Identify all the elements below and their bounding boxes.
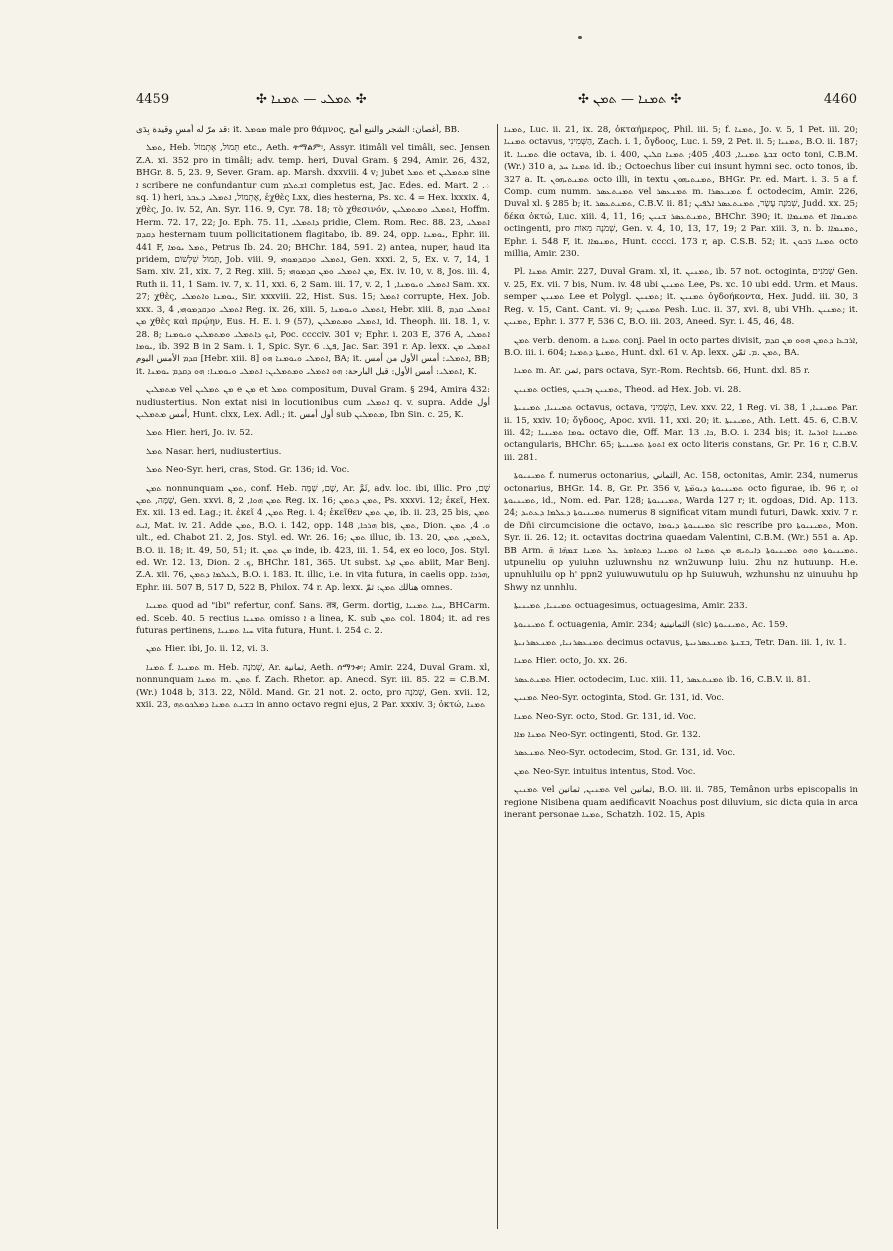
entry-paragraph: ܬܡܠ Hier. heri, Jo. iv. 52. — [146, 428, 254, 439]
entry-paragraph: ܬܡܢܐ f. ܬܡܢܝܐ m. Heb. שְׁמֹנָה, Ar. ثمانية, Aeth. ሰማንቱ፡; Amir. 224, Duval Gram. xl, nonnunquam ܬܡܢܐ m. ܬܡܢ f. Zach. Rhetor. ap. Anecd. Syr. iii. 85. 22 = C.B.M. (Wr.) 1048 b, 313. 22, Nöld. Mand. Gr. 21 not. 2. octo, pro שְׁמֹנָה, Gen. xvii. 12, xxii. 23, ܒܫܢܬ ܬܡܢܐ ܕܡܠܟܘܬܗ in anno octavo regni ejus, 2 Par. xxxiv. 3; ὀκτώ, ܬܡܢܐ — [136, 662, 490, 711]
right-running-title: ✣ ܬܡܢܐ — ܬܡܢ ✣ — [578, 92, 682, 107]
entry-paragraph: ܬܡܢ nonnunquam ܬܡܢ, conf. Heb. שָׁם, שָׁמָּה, Ar. ثَمَّ, adv. loc. ibi, illic. Pro שָׁם, שָׁמָּה, ܬܡܢ, Gen. xxvi. 8, ܬܡܢ ܗܘܐ, 2 Reg. ix. 16; ܬܡܢ ܕܬܡܢ, Ps. xxxvi. 12; ἐκεῖ, Hex. Ex. xii. 13 ed. Lag.; it. ἐκεῖ ܬܡܢ, 4 Reg. i. 4; ἐκεῖθεν ܡܢ ܬܡܢ, ib. ii. 23, 25 bis, ܬܡܢ ܐܝܬ, Mat. iv. 21. Adde ܬܡܢ, B.O. i. 142, opp. ܗܪܟܐ, 148 bis, ܬܡܢ, Dion. ܘ. 4, ܬܡܢ ult., ed. Chabot 21. 2, Jos. Styl. ed. Wr. 26. 16; ܬܡܢ illuc, ib. 13. 20, ܠܬܡܢ, ܬܡܢ, B.O. ii. 18; it. 49, 50, 51; it. ܡܢ ܬܡܢ inde, ib. 423, iii. 1. 54, ex eo loco, Jos. Styl. ed. Wr. 12. 13, Dion. ܟ. 2, BHChr. 181, 365. Ut subst. ܬܡܢ ܐܙܠ abiit, Mar Benj. Z.A. xii. 76, ܠܥܠܡܐ ܕܬܡܢ, B.O. i. 183. It. illic, i.e. in vita futura, in caelis opp. ܗܪܟܐ, Ephr. iii. 507 B, 517 D, 522 B, Philox. 74 r. Ap. lexx. هنالك ܬܡܢ: ثمّ omnes. — [136, 483, 490, 593]
entry-paragraph: ܬܡܢ verb. denom. a ܬܡܢܐ conj. Pael in octo partes divisit, ܐܪܒܥܐ ܕܬܡܢ ܗܘܘ ܡܢ ܩܕܡ, B.O. iii. i. 604; ܬܡܢܬܐ ܕܬܡܢܐ, Hunt. dxl. 61 v. Ap. lexx. ܬܡܢ .ܡ. ثمّن, BA. — [504, 335, 858, 358]
entry-paragraph: ܬܡܝܢܝܘܬܐ f. numerus octonarius, الثماني, Ac. 158, octonitas, Amir. 234, numerus octonarius, BHGr. 14. 8, Gr. Pr. 356 v, ܬܡܝܢܝܘܬܐ ܕܝܘܡ̈ܬܐ octo figurae, ib. 96 r, ܐܘ ܬܡܝܢܝܘܬܐ, id., Nom. ed. Par. 128; ܬܡܝܢܝܘܬܐ, Warda 127 r; it. ogdoas, Did. Ap. 113. 24; ܬܡܝܢܝܘܬܐ ܕܥܠܡܐ ܕܥܬܝܕ numerus 8 significat vitam mundi futuri, Dawk. xxiv. 7 r. de Dñi circumcisione die octavo, ܬܡܝܢܝܘܬܐ ܕܝܘܡܐ sic rescribe pro ܬܡܝܢܝܘܬܐ, Mon. Syr. ii. 26. 12; it. octavitas doctrina quaedam Valentini, C.B.M. (Wr.) 551 a. Ap. BB Arm. ܬܡܝܢܝܘܬܐ ܘܗܘ ܬܡܝܢܝܘܬܐ ܕܐܝܬܝܗ ܡܢ ܬܡܢܐ ܐܘ ܬܡܢܝܐ ܕܡܬܐܡܪ ܥܠ ܬܡܢܐ ܫܡܗ̈ܐ ܗ̄. utpuneliu op yuiuhn uzluwnshu nz wn2uwunp luiu. 2hu nz hutuunp. H.e. upnuhluilu op h' ppn2 yuiuwuwutulu op hp Suiuwuh, wzhunshu nz uinuuhu hp Shwy nz unnhlu. — [504, 471, 858, 593]
entry-paragraph: ܬܡܢܝܢ vel ܬܡܢܝܢ, ثمانين vel ثمانين, B.O. iii. ii. 785, Temânon urbs episcopalis in regione Nisibena quam aedificavit Noachus post diluvium, sic dicta quia in arca inerant personae ܬܡܢܐ, Schatzh. 102. 15, Apis — [504, 785, 858, 821]
entry-paragraph: ܬܡܢܐ Hier. octo, Jo. xx. 26. — [514, 656, 628, 667]
entry-paragraph: ܬܡܢ Neo-Syr. intuitus intentus, Stod. Voc. — [514, 766, 696, 777]
entry-paragraph: ܬܡܢܥܣܪ Neo-Syr. octodecim, Stod. Gr. 131, id. Voc. — [514, 748, 736, 759]
entry-paragraph: ܬܡܢ Hier. ibi, Jo. ii. 12, vi. 3. — [146, 644, 269, 655]
right-page-number: 4460 — [823, 92, 857, 107]
entry-paragraph: ܬܡܢܝܢ Neo-Syr. octoginta, Stod. Gr. 131, id. Voc. — [514, 693, 725, 704]
entry-paragraph: ܬܡܝܢܝܐ, ܬܡܝܢܝܬܐ octuagesimus, octuagesima, Amir. 233. — [514, 601, 748, 612]
entry-paragraph: ܬܡܢܐ ܡܐܐ Neo-Syr. octingenti, Stod. Gr. 132. — [514, 730, 701, 741]
page-header — [0, 92, 893, 114]
column-divider — [497, 124, 498, 1229]
entry-paragraph: ܬܡܢܥܣܪܢܝܐ, ܬܡܢܥܣܪܢܝܬܐ decimus octavus, ܒܫܢܬܐ ܬܡܢܥܣܪܢܝܬܐ, Tetr. Dan. iii. 1, iv. 1. — [514, 638, 847, 649]
right-column — [504, 124, 858, 1234]
entry-paragraph: ܬܡܠ Nasar. heri, nudiustertius. — [146, 446, 282, 457]
entry-paragraph: ܬܡܢܐ, Luc. ii. 21, ix. 28, ὀκταήμερος, Phil. iii. 5; f. ܬܡܢܐ, Jo. v. 5, 1 Pet. iii. 20; ܬܡܢܝܐ octavus, הַשְּׁמִינִי, Zach. i. 1, ὄγδοος, Luc. i. 59, 2 Pet. ii. 5; ܬܡܢܝܐ, B.O. ii. 187; it. ܬܡܢܝܐ die octava, ib. i. 400, ܫܒܬܐ ܬܡܢܝܐ, 403, 405; ܬܡܢܐ ܩܠܝܢ octo toni, C.B.M. (Wr.) 310 a, ܬܡܢܐ ܚܕ id. ib.; Octoechus liber cui insunt hymni sec. octo tonos, ib. 327 a. It. ܬܡܢܬܝܗܘܢ octo illi, in textu ܬܡܢܬܝܗܘܢ, BHGr. Pr. ed. Mart. i. 3. 5 a f. Comp. cum numm. ܬܡܢܬܥܣܪ vel ܬܡܢܥܣܪ m. ܬܡܢܥܣܪܐ f. octodecim, Amir. 226, Duval xl. § 285 b; it. ܬܡܢܬܥܣܪ, C.B.V. ii. 81; שְׁמֹנָה עָשָׂר, ܬܡܢܬܥܣܪ ܐܠܦܝܢ, Judd. xx. 25; δέκα ὀκτώ, Luc. xiii. 4, 11, 16; ܬܡܢܬܥܣܪ ܫܢܝܢ, BHChr. 390; it. ܬܡܢܡܐܐ et ܬܡܢܡܐܐ octingenti, pro שְׁמֹנֶה מֵאוֹת, Gen. v. 4, 10, 13, 17, 19; 2 Par. xiii. 3, n. b. ܬܡܢܡܐܐ, Ephr. i. 548 F, it. ܬܡܢܡܐܐ, Hunt. cccci. 173 r, ap. C.S.B. 52; it. ܬܡܢܐ ܪ̈ܒܘܢ octo millia, Amir. 230. — [504, 125, 858, 260]
left-column — [136, 124, 490, 1234]
entry-paragraph: ܬܡܢܝܐ quod ad "ibi" refertur, conf. Sans. तत्र, Germ. dortig, ܚܝܐ ܬܡܢܝܐ, BHCarm. ed. Sceb. 40. 5 rectius ܬܡܢܝܐ omisso ܐ a linea, K. sub ܬܡܢ col. 1804; it. ad res futuras pertinens, ܚܝܐ ܬܡܢܝܐ vita futura, Hunt. i. 254 c. 2. — [136, 601, 490, 637]
entry-paragraph: ܬܡܠ Neo-Syr. heri, cras, Stod. Gr. 136; id. Voc. — [146, 465, 350, 476]
entry-paragraph: ܬܡܝܢܝܐ, ܬܡܝܢܝܬܐ octavus, octava, הַשְּׁמִינִי, Lev. xxv. 22, 1 Reg. vi. 38, ܬܡܝܢܝܐ, 1 Par. ii. 15, xxiv. 10; ὄγδοος, Apoc. xvii. 11, xxi. 20; it. ܬܡܝܢܝܬܐ, Ath. Lett. 45. 6, C.B.V. iii. 42; ܝܘܡܐ ܬܡܝܢܝܐ octavo die, Off. Mar. ܟܐ. 13, B.O. i. 234 bis; it. ܬܡܝܢܝܐ ܐܘܪܚܐ octangularis, BHChr. 65; ܐܬܘܬܐ ܬܡܝܢܝܬܐ ex octo literis constans, Gr. Pr. 16 r, C.B.V. iii. 281. — [504, 403, 858, 463]
ink-speck — [578, 36, 582, 39]
entry-paragraph: ܬܡܢܐ Neo-Syr. octo, Stod. Gr. 131, id. Voc. — [514, 711, 697, 722]
entry-paragraph: ܬܡܢܝܢ octies, ܬܡܢܝܢ ܙܒܢܝܢ, Theod. ad Hex. Job. vi. 28. — [514, 384, 742, 395]
entry-paragraph: Pl. ܬܡܢܐ Amir. 227, Duval Gram. xl, it. ܬܡܢܝܢ, ib. 57 not. octoginta, שְׁמֹנִים Gen. v. 25, Ex. vii. 7 bis, Num. iv. 48 ubi ܬܡܢܝܢ Lee, Ps. xc. 10 ubi edd. Urm. et Maus. semper ܬܡܢܝܢ Lee et Polygl. ܬܡܢܝܢ; it. ܬܡܢܝܢ ὀγδοήκοντα, Hex. Judd. iii. 30, 3 Reg. v. 15, Cant. Cant. vi. 9; ܬܡܢܝܢ Pesh. Luc. ii. 37, xvi. 8, ubi VHh. ܬܡܢܝܢ; it. ܬܡܢܝܢ, Ephr. i. 377 F, 536 C, B.O. iii. 203, Aneed. Syr. i. 45, 46, 48. — [504, 267, 858, 328]
left-page-number: 4459 — [136, 92, 170, 107]
left-running-title: ✣ ܬܡܠܝ — ܬܡܢܐ ✣ — [256, 92, 367, 107]
entry-paragraph: ܬܡܢܬܥܣܪ Hier. octodecim, Luc. xiii. 11, ܬܡܢܬܥܣܪ ib. 16, C.B.V. ii. 81. — [514, 674, 811, 685]
entry-paragraph: ܬܡܝܢܝܘܬܐ f. octuagenia, Amir. 234; الثمانينية (sic) ܬܡܝܢܝܘܬܐ, Ac. 159. — [514, 619, 788, 630]
entry-paragraph: قد مرّ له أمسِ وقيدة بِدَى: it. ܡܘܡܠ male pro θάμνος, أغصان: الشجر والنبع أمح, BB. — [136, 125, 460, 135]
entry-paragraph: ܬܡܠ, Heb. תְּמוֹל, אֶתְמוֹל etc., Aeth. ትማልም፡, Assyr. itimâli vel timâli, sec. Jensen Z.A. xi. 352 pro in timâli; adv. temp. heri, Duval Gram. § 294, Amir. 26, 432, BHGr. 8. 5, 23. 9, Sever. Gram. ap. Marsh. dxxviii. 4 v; jubet ܬܡܠ et ܡܬܡܠܝܢ sine ܐ scribere ne confundantur cum ܐܫܬܠܡ completus est, Jac. Edes. ed. Mart. ܀. 2 sq. 1) heri, אֶתְמוֹל, ܐܬܡܠܝ ܕܥܒܪ, ἐχθὲς Lxx, dies hesterna, Ps. xc. 4 = Hex. lxxxix. 4, χθὲς, Jo. iv. 52, An. Syr. 116. 9, Cyr. 78. 18; τὸ χθεσινόν, ܐܬܡܠܝ ܘܡܬܡܠܝܢ, Hoffm. Herm. 72. 17, 22; Jo. Eph. 75. 11, ܕܐܬܡܠܝ pridie, Clem. Rom. Rec. 88. 23, ܐܬܡܠܝ ܕܩܕܡ hesternam tuum pollicitationem flagitabo, ib. 89. 24, opp. ܝܘܡܢܐ, Ephr. iii. 441 F, ܬܡܠ ܝܘܡܐ, Petrus Ib. 24. 20; BHChr. 184, 591. 2) antea, nuper, haud ita pridem, תְּמוֹל שִׁלְשׁוֹם, Job. viii. 9, ܐܬܡܠܝ ܘܕܩܕܡܘܗܝ, Gen. xxxi. 2, 5, Ex. v. 7, 14, 1 Sam. xiv. 21, xix. 7, 2 Reg. xiii. 5; ܡܢ ܐܬܡܠܝ ܘܡܢ ܩܕܡܘܗܝ, Ex. iv. 10, v. 8, Jos. iii. 4, Ruth ii. 11, 1 Sam. iv. 7, x. 11, xxi. 6, 2 Sam. iii. 17, v. 2, ܐܬܡܠܝ ܘܝܘܡܢܐ, 1 Sam. xx. 27; χθὲς, ܝܘܡܢܐ ܘܐܬܡܠܝ, Sir. xxxviii. 22, Hist. Sus. 15; ܐܬܡܠ corrupte, Hex. Job. xxx. 3, ܐܬܡܠܝ ܘܕܩܕܡܘܗܝ, 4 Reg. ix. 26, xiii. 5, ܐܬܡܠܝ ܘܝܘܡܢܐ, Hebr. xiii. 8, ܐܬܡܠܝ ܩܕܡ ܡܢ χθὲς καὶ πρῴην, Eus. H. E. i. 9 (57), ܐܬܡܠܝ ܘܡܬܡܠܝܢ, id. Theoph. iii. 18. 1, v. 28. 8; ܐܝܟ ܕܐܬܡܠܝ ܘܡܬܡܠܝܢ ܘܝܘܡܢܐ, Poc. cccciv. 301 v; Ephr. i. 203 E, 376 A, ܐܬܡܠܝ ܝܘܡܐ, ib. 392 B in 2 Sam. i. 1, Spic. Syr. ܦܛ. 6, Jac. Sar. 391 r. Ap. lexx. ܐܬܡܠܝ ܡܢ ܩܕܡ الأمس اليوم [Hebr. xiii. 8] ܐܬܡܠܝ ܘܝܘܡܢܐ ܗܘ, BA; it. ܐܬܡܠܝ: أمس الأول من أمس, BB; it. ܐܬܡܠܝ: أمس الأول: قبل البارحة: ܗܘ ܐܬܡܠܝ ܘܡܬܡܠܝܢ: ܐܬܡܠܝ ܘܝܘܡܢܐ: ܗܘ ܕܩܕܡ ܝܘܡܢܐ, K. — [136, 143, 490, 377]
entry-paragraph: ܡܬܡܠܝܢ vel ܡܢ ܬܡܠܝܢ e ܡܢ et ܬܡܠ compositum, Duval Gram. § 294, Amira 432: nudiustertius. Non extat nisi in locutionibus cum ܐܬܡܠܝ q. v. supra. Adde أول أمس ܡܬܡܠܝܢ, Hunt. clxx, Lex. Adl.; it. أول أمس sub ܡܬܡܠܝܢ, Ibn Sin. c. 25, K. — [136, 385, 490, 420]
entry-paragraph: ܬܡܢܐ m. Ar. ثمن, pars octava, Syr.-Rom. Rechtsb. 66, Hunt. dxl. 85 r. — [514, 366, 810, 377]
